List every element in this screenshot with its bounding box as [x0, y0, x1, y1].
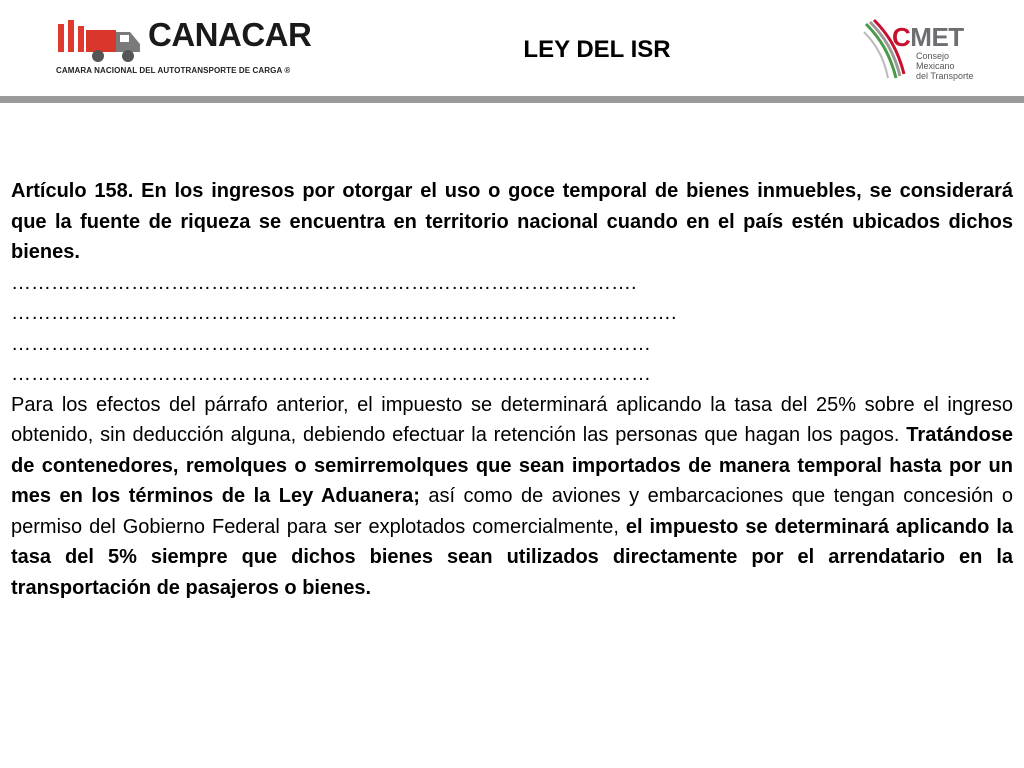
- header-divider: [0, 96, 1024, 103]
- paragraph-text: Para los efectos del párrafo anterior, el impuesto se determinará aplicando la tasa del 25% sobre el ingreso obtenido, sin deducción alguna, debiendo efectuar la retención las personas que hagan los pagos.: [11, 393, 1013, 446]
- paragraph-bold-text: el impuesto se determinará aplicando la tasa del 5% siempre que dichos bienes sean utilizados directamente por el arrendatario en la transportación de pasajeros o bienes.: [11, 515, 1013, 599]
- canacar-subtitle: CAMARA NACIONAL DEL AUTOTRANSPORTE DE CARGA ®: [56, 66, 291, 75]
- cmet-subtitle-line: Consejo: [916, 51, 950, 61]
- paragraph-bold-text: Tratándose de contenedores, remolques o semirremolques que sean importados de manera temporal hasta por un mes en los términos de la Ley Aduanera;: [11, 424, 1013, 507]
- canacar-wordmark: CANACAR: [148, 16, 312, 53]
- article-heading-text: Artículo 158. En los ingresos por otorgar el uso o goce temporal de bienes inmuebles, se considerará que la fuente de riqueza se encuentra en territorio nacional cuando en el país estén ubicados dichos bienes.: [11, 180, 1013, 263]
- article-heading: [11, 176, 1013, 268]
- ellipsis-line: ……………………………………………………………………………………: [11, 332, 651, 355]
- slide-header: [0, 0, 1024, 96]
- cmet-subtitle-line: Mexicano: [916, 61, 955, 71]
- page-title: LEY DEL ISR: [523, 36, 671, 63]
- paragraph-text: así como de aviones y embarcaciones que tengan concesión o permiso del Gobierno Federal para ser explotados comercialmente,: [11, 485, 1013, 538]
- ellipsis-line: ………………………………………………………………………………….: [11, 271, 637, 294]
- article-paragraph: [11, 390, 1013, 604]
- ellipsis-line: ……………………………………………………………………………………….: [11, 302, 677, 324]
- cmet-wordmark: CMET: [892, 22, 964, 52]
- cmet-subtitle-line: del Transporte: [916, 71, 974, 81]
- article-body: [11, 176, 1013, 603]
- cmet-subtitle: [916, 51, 974, 81]
- cmet-logo: [862, 18, 982, 82]
- ellipsis-line: ……………………………………………………………………………………: [11, 363, 651, 385]
